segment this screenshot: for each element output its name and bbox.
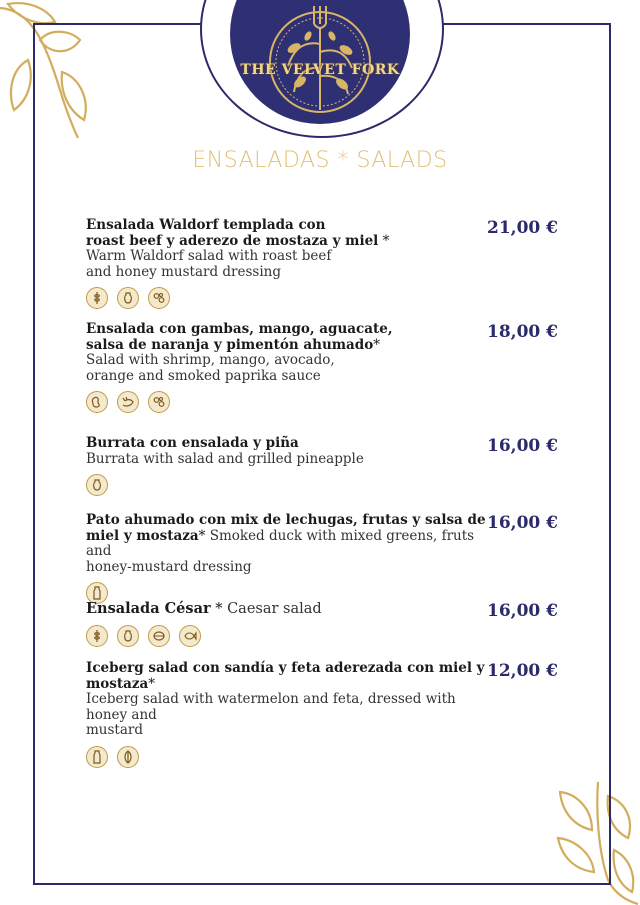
menu-item [86, 322, 558, 413]
nuts-icon [148, 287, 170, 309]
item-desc-en: Warm Waldorf salad with roast beef [86, 248, 332, 264]
item-price: 16,00 € [487, 601, 558, 621]
item-desc-en: orange and smoked paprika sauce [86, 367, 321, 384]
item-desc-en: honey-mustard dressing [86, 558, 252, 575]
menu-item [86, 513, 558, 604]
item-marker: * [198, 527, 206, 544]
menu-item [86, 601, 558, 647]
item-marker: * [148, 675, 156, 692]
egg-icon [148, 625, 170, 647]
item-name-es: Ensalada con gambas, mango, aguacate, [86, 321, 393, 337]
menu-item [86, 218, 558, 309]
item-desc-en: Burrata with salad and grilled pineapple [86, 450, 364, 467]
item-desc-en: Iceberg salad with watermelon and feta, dressed with honey and [86, 691, 456, 723]
item-desc-en: Caesar salad [222, 601, 322, 617]
section-title: ENSALADAS * SALADS [192, 148, 448, 173]
item-desc-en: Smoked duck with mixed greens, fruts and [86, 527, 475, 559]
item-name-es: roast beef y aderezo de mostaza y miel [86, 232, 379, 249]
menu-item [86, 661, 558, 768]
crustacean-icon [117, 391, 139, 413]
gluten-icon [86, 287, 108, 309]
item-name-es: Ensalada César [86, 600, 211, 617]
item-price: 21,00 € [487, 218, 558, 238]
mustard-icon [86, 474, 108, 496]
gluten-icon [86, 625, 108, 647]
item-marker: * [210, 601, 223, 617]
item-name-es: Burrata con ensalada y piña [86, 435, 299, 451]
mustard-icon [117, 287, 139, 309]
nuts-icon [148, 391, 170, 413]
item-desc-en: Salad with shrimp, mango, avocado, [86, 352, 335, 368]
peanut-icon [86, 391, 108, 413]
brand-name: THE VELVET FORK [240, 62, 400, 78]
item-price: 18,00 € [487, 322, 558, 342]
item-name-es: Iceberg salad con sandía y feta aderezada con miel y mostaza [86, 660, 485, 692]
item-price: 16,00 € [487, 436, 558, 456]
item-name-es: Ensalada Waldorf templada con [86, 217, 326, 233]
item-price: 12,00 € [487, 661, 558, 681]
sesame-icon [117, 746, 139, 768]
item-marker: * [373, 336, 380, 353]
item-name-es: miel y mostaza [86, 527, 199, 544]
item-desc-en: mustard [86, 722, 143, 738]
item-price: 16,00 € [487, 513, 558, 533]
item-desc-en: and honey mustard dressing [86, 263, 281, 280]
milk-icon [86, 746, 108, 768]
item-name-es: salsa de naranja y pimentón ahumado [86, 336, 374, 353]
menu-item [86, 436, 558, 496]
fish-icon [179, 625, 201, 647]
mustard-icon [117, 625, 139, 647]
item-marker: * [378, 232, 390, 249]
item-name-es: Pato ahumado con mix de lechugas, frutas y salsa de [86, 512, 486, 528]
